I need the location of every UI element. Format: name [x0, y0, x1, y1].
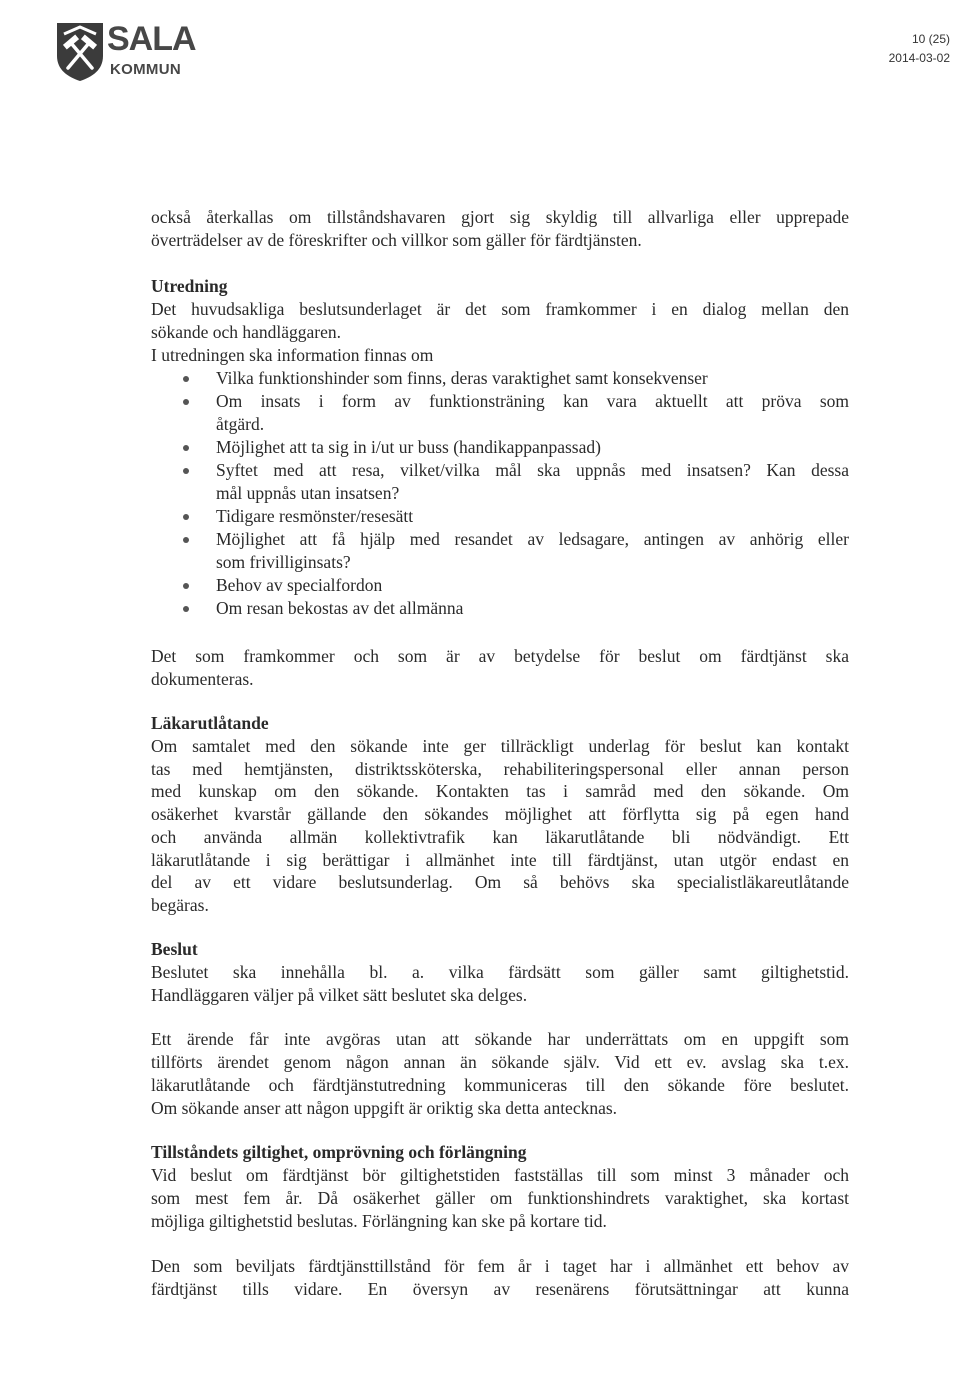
- crossed-hammers-shield-icon: [56, 22, 104, 82]
- lakarutlatande-section: [151, 712, 849, 917]
- section-heading: Utredning: [151, 276, 228, 296]
- text-line: tas med hemtjänsten, distriktssköterska, rehabiliteringspersonal eller annan person: [151, 758, 849, 779]
- bullet-dot: [183, 606, 189, 612]
- text-line: sökande och handläggaren.: [151, 322, 341, 342]
- list-item: [151, 574, 849, 597]
- bullet-dot: [183, 399, 189, 405]
- section-heading: Tillståndets giltighet, omprövning och förlängning: [151, 1142, 527, 1162]
- section-heading: Beslut: [151, 939, 198, 959]
- text-line: Handläggaren väljer på vilket sätt beslutet ska delges.: [151, 985, 528, 1005]
- sala-kommun-logo: [56, 22, 196, 84]
- list-item: [151, 436, 849, 459]
- list-item-text: Möjlighet att få hjälp med resandet av ledsagare, antingen av anhörig eller: [216, 529, 849, 549]
- list-item-text: Om resan bekostas av det allmänna: [216, 598, 464, 618]
- list-item-text: mål uppnås utan insatsen?: [216, 483, 400, 503]
- text-line: läkarutlåtande och färdtjänstutredning kommuniceras till den sökande före beslutet.: [151, 1075, 849, 1095]
- beslut-section: [151, 938, 849, 1007]
- bullet-dot: [183, 583, 189, 589]
- text-line: överträdelser av de föreskrifter och villkor som gäller för färdtjänsten.: [151, 230, 642, 250]
- list-item-text: Möjlighet att ta sig in i/ut ur buss (handikappanpassad): [216, 437, 601, 457]
- text-line: Vid beslut om färdtjänst bör giltighetstiden fastställas till som minst 3 månader och: [151, 1165, 849, 1185]
- text-line: Det som framkommer och som är av betydelse för beslut om färdtjänst ska: [151, 646, 849, 666]
- page-number: 10 (25): [911, 32, 950, 46]
- list-item: [151, 459, 849, 505]
- page-meta: [889, 30, 950, 68]
- beslut-paragraph-2: [151, 1028, 849, 1120]
- logo-subtitle: KOMMUN: [110, 61, 181, 78]
- bullet-dot: [183, 376, 189, 382]
- list-item: [151, 367, 849, 390]
- documentation-paragraph: [151, 645, 849, 691]
- text-line: Om samtalet med den sökande inte ger tillräckligt underlag för beslut kan kontakt: [151, 735, 849, 756]
- intro-paragraph: [151, 206, 849, 252]
- section-heading: Läkarutlåtande: [151, 713, 269, 733]
- text-line: Ett ärende får inte avgöras utan att sökande har underrättats om en uppgift som: [151, 1029, 849, 1049]
- text-line: osäkerhet kvarstår gällande den sökandes möjlighet att förflytta sig på egen hand: [151, 804, 849, 824]
- list-item: [151, 528, 849, 574]
- bullet-dot: [183, 468, 189, 474]
- bullet-dot: [183, 514, 189, 520]
- text-line: med kunskap om den sökande. Kontakten tas i samråd med den sökande. Om: [151, 781, 849, 802]
- text-line: läkarutlåtande i sig berättigar i allmänhet inte till färdtjänst, utan utgör endast en: [151, 849, 849, 870]
- text-line: Beslutet ska innehålla bl. a. vilka färdsätt som gäller samt giltighetstid.: [151, 962, 849, 982]
- text-line: Den som beviljats färdtjänsttillstånd för fem år i taget har i allmänhet ett behov av: [151, 1256, 849, 1276]
- list-item: [151, 390, 849, 436]
- text-line: möjliga giltighetstid beslutas. Förlängning kan ske på kortare tid.: [151, 1211, 607, 1231]
- list-item-text: Vilka funktionshinder som finns, deras varaktighet samt konsekvenser: [216, 368, 708, 388]
- text-line: del av ett vidare beslutsunderlag. Om så behövs ska specialistläkareutlåtande: [151, 872, 849, 893]
- text-line: Om sökande anser att någon uppgift är oriktig ska detta antecknas.: [151, 1098, 618, 1118]
- text-line: som mest fem år. Då osäkerhet gäller om funktionshindrets varaktighet, ska kortast: [151, 1188, 849, 1208]
- logo-name: SALA: [107, 20, 196, 58]
- bullet-dot: [183, 445, 189, 451]
- text-line: tillförts ärendet genom någon annan än sökande själv. Vid ett ev. avslag ska t.ex.: [151, 1052, 849, 1072]
- document-date: 2014-03-02: [888, 51, 950, 65]
- list-item-text: åtgärd.: [216, 414, 265, 434]
- text-line: dokumenteras.: [151, 669, 254, 689]
- utredning-section: [151, 275, 849, 620]
- text-line: och använda allmän kollektivtrafik kan läkarutlåtande bli nödvändigt. Ett: [151, 826, 849, 847]
- bullet-dot: [183, 537, 189, 543]
- information-list: [151, 367, 849, 620]
- list-item-text: Om insats i form av funktionsträning kan vara aktuellt att pröva som: [216, 391, 849, 411]
- list-lead: I utredningen ska information finnas om: [151, 345, 434, 365]
- text-line: också återkallas om tillståndshavaren gjort sig skyldig till allvarliga eller upprepade: [151, 207, 849, 227]
- list-item-text: Syftet med att resa, vilket/vilka mål ska uppnås med insatsen? Kan dessa: [216, 460, 849, 480]
- text-line: färdtjänst tills vidare. En översyn av resenärens förutsättningar att kunna: [151, 1279, 849, 1299]
- list-item-text: Tidigare resmönster/resesätt: [216, 506, 414, 526]
- giltighet-section: [151, 1141, 849, 1233]
- list-item: [151, 597, 849, 620]
- list-item-text: som frivilliginsats?: [216, 552, 351, 572]
- giltighet-paragraph-2: [151, 1255, 849, 1301]
- text-line: begäras.: [151, 895, 209, 915]
- list-item-text: Behov av specialfordon: [216, 575, 383, 595]
- text-line: Det huvudsakliga beslutsunderlaget är det som framkommer i en dialog mellan den: [151, 299, 849, 319]
- list-item: [151, 505, 849, 528]
